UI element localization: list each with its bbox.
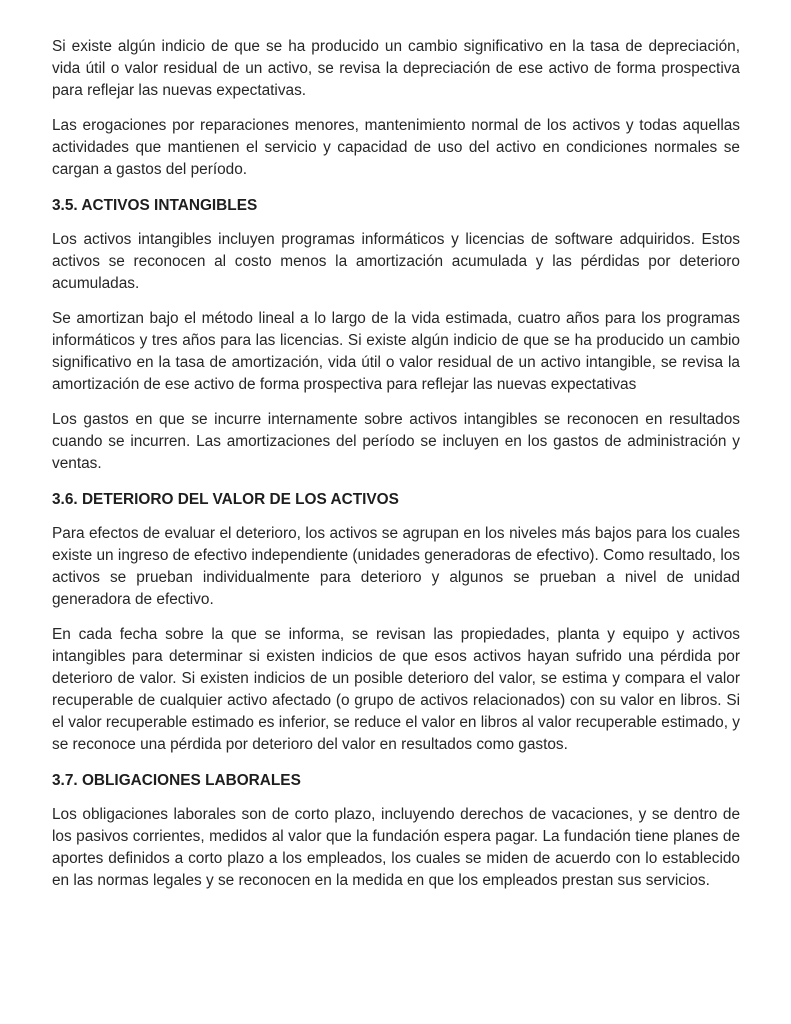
section-activos-intangibles: [52, 195, 740, 475]
intro-paragraph-1: Si existe algún indicio de que se ha producido un cambio significativo en la tasa de depreciación, vida útil o valor residual de un activo, se revisa la depreciación de ese activo de forma prospectiva para reflejar las nuevas expectativas.: [52, 38, 740, 99]
section-heading: 3.5. ACTIVOS INTANGIBLES: [52, 197, 258, 214]
section-paragraph: Los activos intangibles incluyen programas informáticos y licencias de software adquiridos. Estos activos se reconocen al costo menos la amortización acumulada y las pérdidas por deterioro acumuladas.: [52, 231, 740, 292]
intro-paragraph-2: Las erogaciones por reparaciones menores, mantenimiento normal de los activos y todas aquellas actividades que mantienen el servicio y capacidad de uso del activo en condiciones normales se cargan a gastos del período.: [52, 117, 740, 178]
section-obligaciones-laborales: [52, 770, 740, 892]
section-paragraph: Para efectos de evaluar el deterioro, los activos se agrupan en los niveles más bajos para los cuales existe un ingreso de efectivo independiente (unidades generadoras de efectivo). Como resultado, los activos se prueban individualmente para deterioro y algunos se prueban a nivel de unidad generadora de efectivo.: [52, 525, 740, 608]
section-heading: 3.6. DETERIORO DEL VALOR DE LOS ACTIVOS: [52, 491, 399, 508]
document-page: [52, 36, 740, 905]
section-paragraph: Se amortizan bajo el método lineal a lo largo de la vida estimada, cuatro años para los programas informáticos y tres años para las licencias. Si existe algún indicio de que se ha producido un cambio significativo en la tasa de amortización, vida útil o valor residual de un activo intangible, se revisa la amortización de ese activo de forma prospectiva para reflejar las nuevas expectativas: [52, 310, 740, 393]
section-paragraph: Los obligaciones laborales son de corto plazo, incluyendo derechos de vacaciones, y se dentro de los pasivos corrientes, medidos al valor que la fundación espera pagar. La fundación tiene planes de aportes definidos a corto plazo a los empleados, los cuales se miden de acuerdo con lo establecido en las normas legales y se reconocen en la medida en que los empleados prestan sus servicios.: [52, 806, 740, 889]
section-paragraph: Los gastos en que se incurre internamente sobre activos intangibles se reconocen en resultados cuando se incurren. Las amortizaciones del período se incluyen en los gastos de administración y ventas.: [52, 411, 740, 472]
section-deterioro: [52, 489, 740, 756]
section-heading: 3.7. OBLIGACIONES LABORALES: [52, 772, 301, 789]
section-paragraph: En cada fecha sobre la que se informa, se revisan las propiedades, planta y equipo y activos intangibles para determinar si existen indicios de que esos activos hayan sufrido una pérdida por deterioro de valor. Si existen indicios de un posible deterioro del valor, se estima y compara el valor recuperable de cualquier activo afectado (o grupo de activos relacionados) con su valor en libros. Si el valor recuperable estimado es inferior, se reduce el valor en libros al valor recuperable estimado, y se reconoce una pérdida por deterioro del valor en resultados como gastos.: [52, 626, 740, 753]
